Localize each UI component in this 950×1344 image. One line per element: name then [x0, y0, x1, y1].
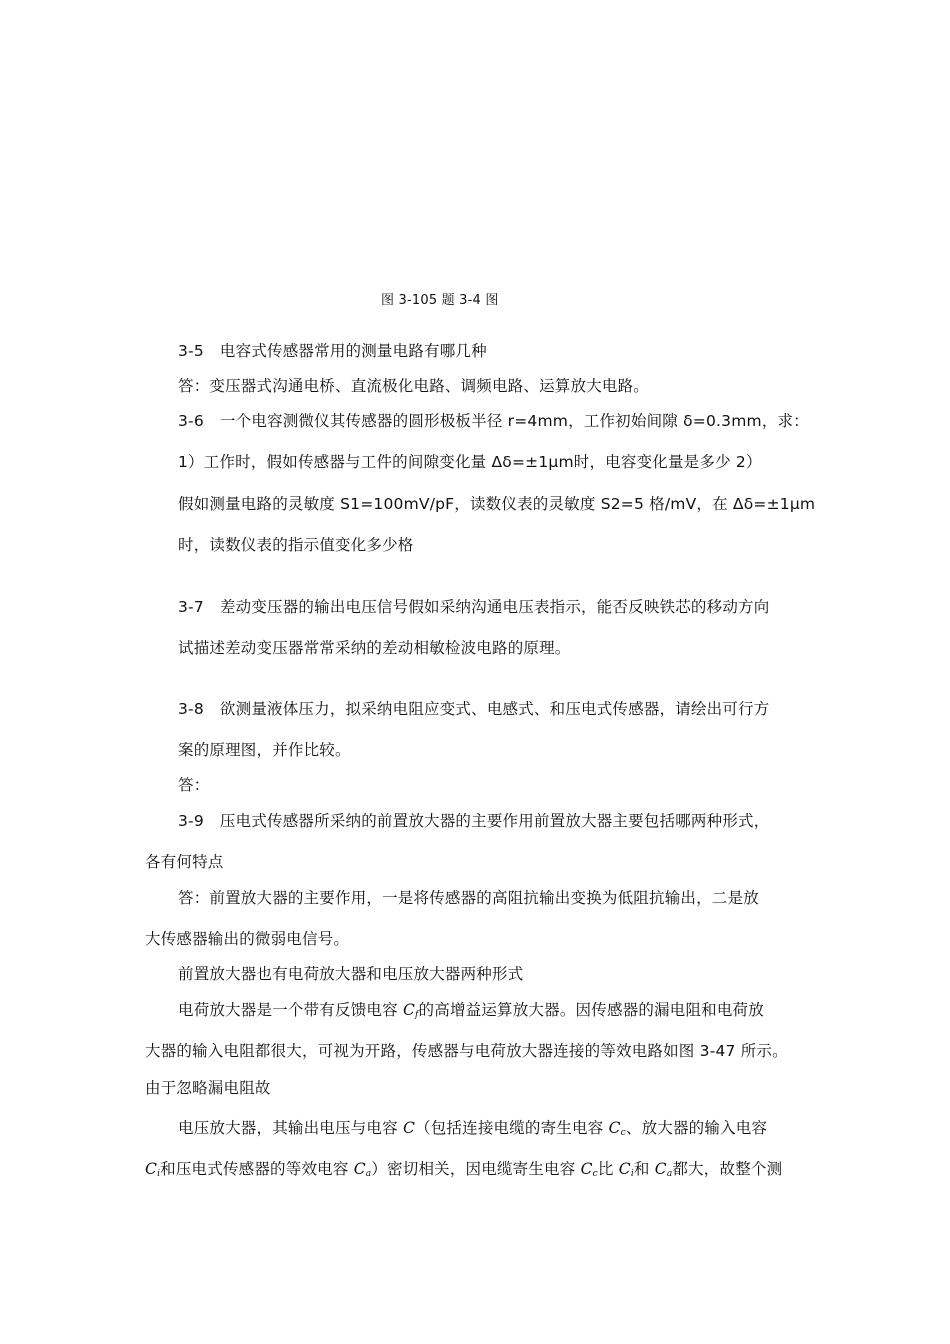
- answer-3-8: 答：: [178, 776, 210, 794]
- voltage-amp-paragraph-line1: 电压放大器，其输出电压与电容 C（包括连接电缆的寄生电容 $C_c$、放大器的输入电容: [178, 1119, 768, 1138]
- ci-symbol: $C_i$: [618, 1160, 634, 1179]
- question-3-6-line4: 时，读数仪表的指示值变化多少格: [178, 536, 414, 554]
- figure-caption: 图 3-105 题 3-4 图: [381, 293, 499, 308]
- charge-amp-paragraph-line3: 由于忽略漏电阻故: [145, 1079, 271, 1097]
- question-3-7: [178, 595, 769, 617]
- question-text: 一个电容测微仪其传感器的圆形极板半径 r=4mm，工作初始间隙 δ=0.3mm，求：: [219, 412, 809, 430]
- question-text: 差动变压器的输出电压信号假如采纳沟通电压表指示，能否反映铁芯的移动方向: [219, 598, 770, 616]
- question-3-9: [178, 809, 769, 831]
- question-3-6-line2: 1）工作时，假如传感器与工件的间隙变化量 Δδ=±1μm时，电容变化量是多少 2）: [178, 453, 762, 471]
- preamp-types: 前置放大器也有电荷放大器和电压放大器两种形式: [178, 965, 524, 983]
- answer-3-9-line2: 大传感器输出的微弱电信号。: [145, 930, 350, 948]
- question-3-6-line3: 假如测量电路的灵敏度 S1=100mV/pF，读数仪表的灵敏度 S2=5 格/mV，在 Δδ=±1μm: [178, 495, 816, 513]
- question-3-5: [178, 339, 487, 361]
- ca-symbol: $C_a$: [353, 1160, 372, 1179]
- c-symbol: C: [402, 1119, 416, 1137]
- question-3-8-line2: 案的原理图，并作比较。: [178, 741, 351, 759]
- question-3-9-line2: 各有何特点: [145, 853, 224, 871]
- question-number: 3-8: [178, 700, 204, 718]
- ci-symbol: $C_i$: [145, 1160, 161, 1179]
- question-text: 压电式传感器所采纳的前置放大器的主要作用前置放大器主要包括哪两种形式，: [219, 812, 770, 830]
- question-3-8: [178, 697, 769, 719]
- voltage-amp-paragraph-line2: $C_i$和压电式传感器的等效电容 $C_a$）密切相关，因电缆寄生电容 $C_c$比 $C_i$和 $C_a$都大，故整个测: [145, 1160, 783, 1179]
- cf-symbol: $C_f$: [402, 1001, 419, 1020]
- question-3-7-line2: 试描述差动变压器常常采纳的差动相敏检波电路的原理。: [178, 639, 571, 657]
- cc-symbol: $C_c$: [608, 1119, 626, 1138]
- cc-symbol: $C_c$: [580, 1160, 598, 1179]
- charge-amp-paragraph-line1: 电荷放大器是一个带有反馈电容 $C_f$的高增益运算放大器。因传感器的漏电阻和电荷放: [178, 1001, 764, 1020]
- question-text: 电容式传感器常用的测量电路有哪几种: [219, 342, 487, 360]
- question-text: 欲测量液体压力，拟采纳电阻应变式、电感式、和压电式传感器，请绘出可行方: [219, 700, 770, 718]
- question-number: 3-5: [178, 342, 204, 360]
- charge-amp-paragraph-line2: 大器的输入电阻都很大，可视为开路，传感器与电荷放大器连接的等效电路如图 3-47 所示。: [145, 1042, 788, 1060]
- question-3-6: [178, 409, 809, 431]
- answer-3-9-line1: 答：前置放大器的主要作用，一是将传感器的高阻抗输出变换为低阻抗输出，二是放: [178, 889, 759, 907]
- ca-symbol: $C_a$: [654, 1160, 673, 1179]
- answer-3-5: 答：变压器式沟通电桥、直流极化电路、调频电路、运算放大电路。: [178, 377, 650, 395]
- question-number: 3-7: [178, 598, 204, 616]
- question-number: 3-6: [178, 412, 204, 430]
- question-number: 3-9: [178, 812, 204, 830]
